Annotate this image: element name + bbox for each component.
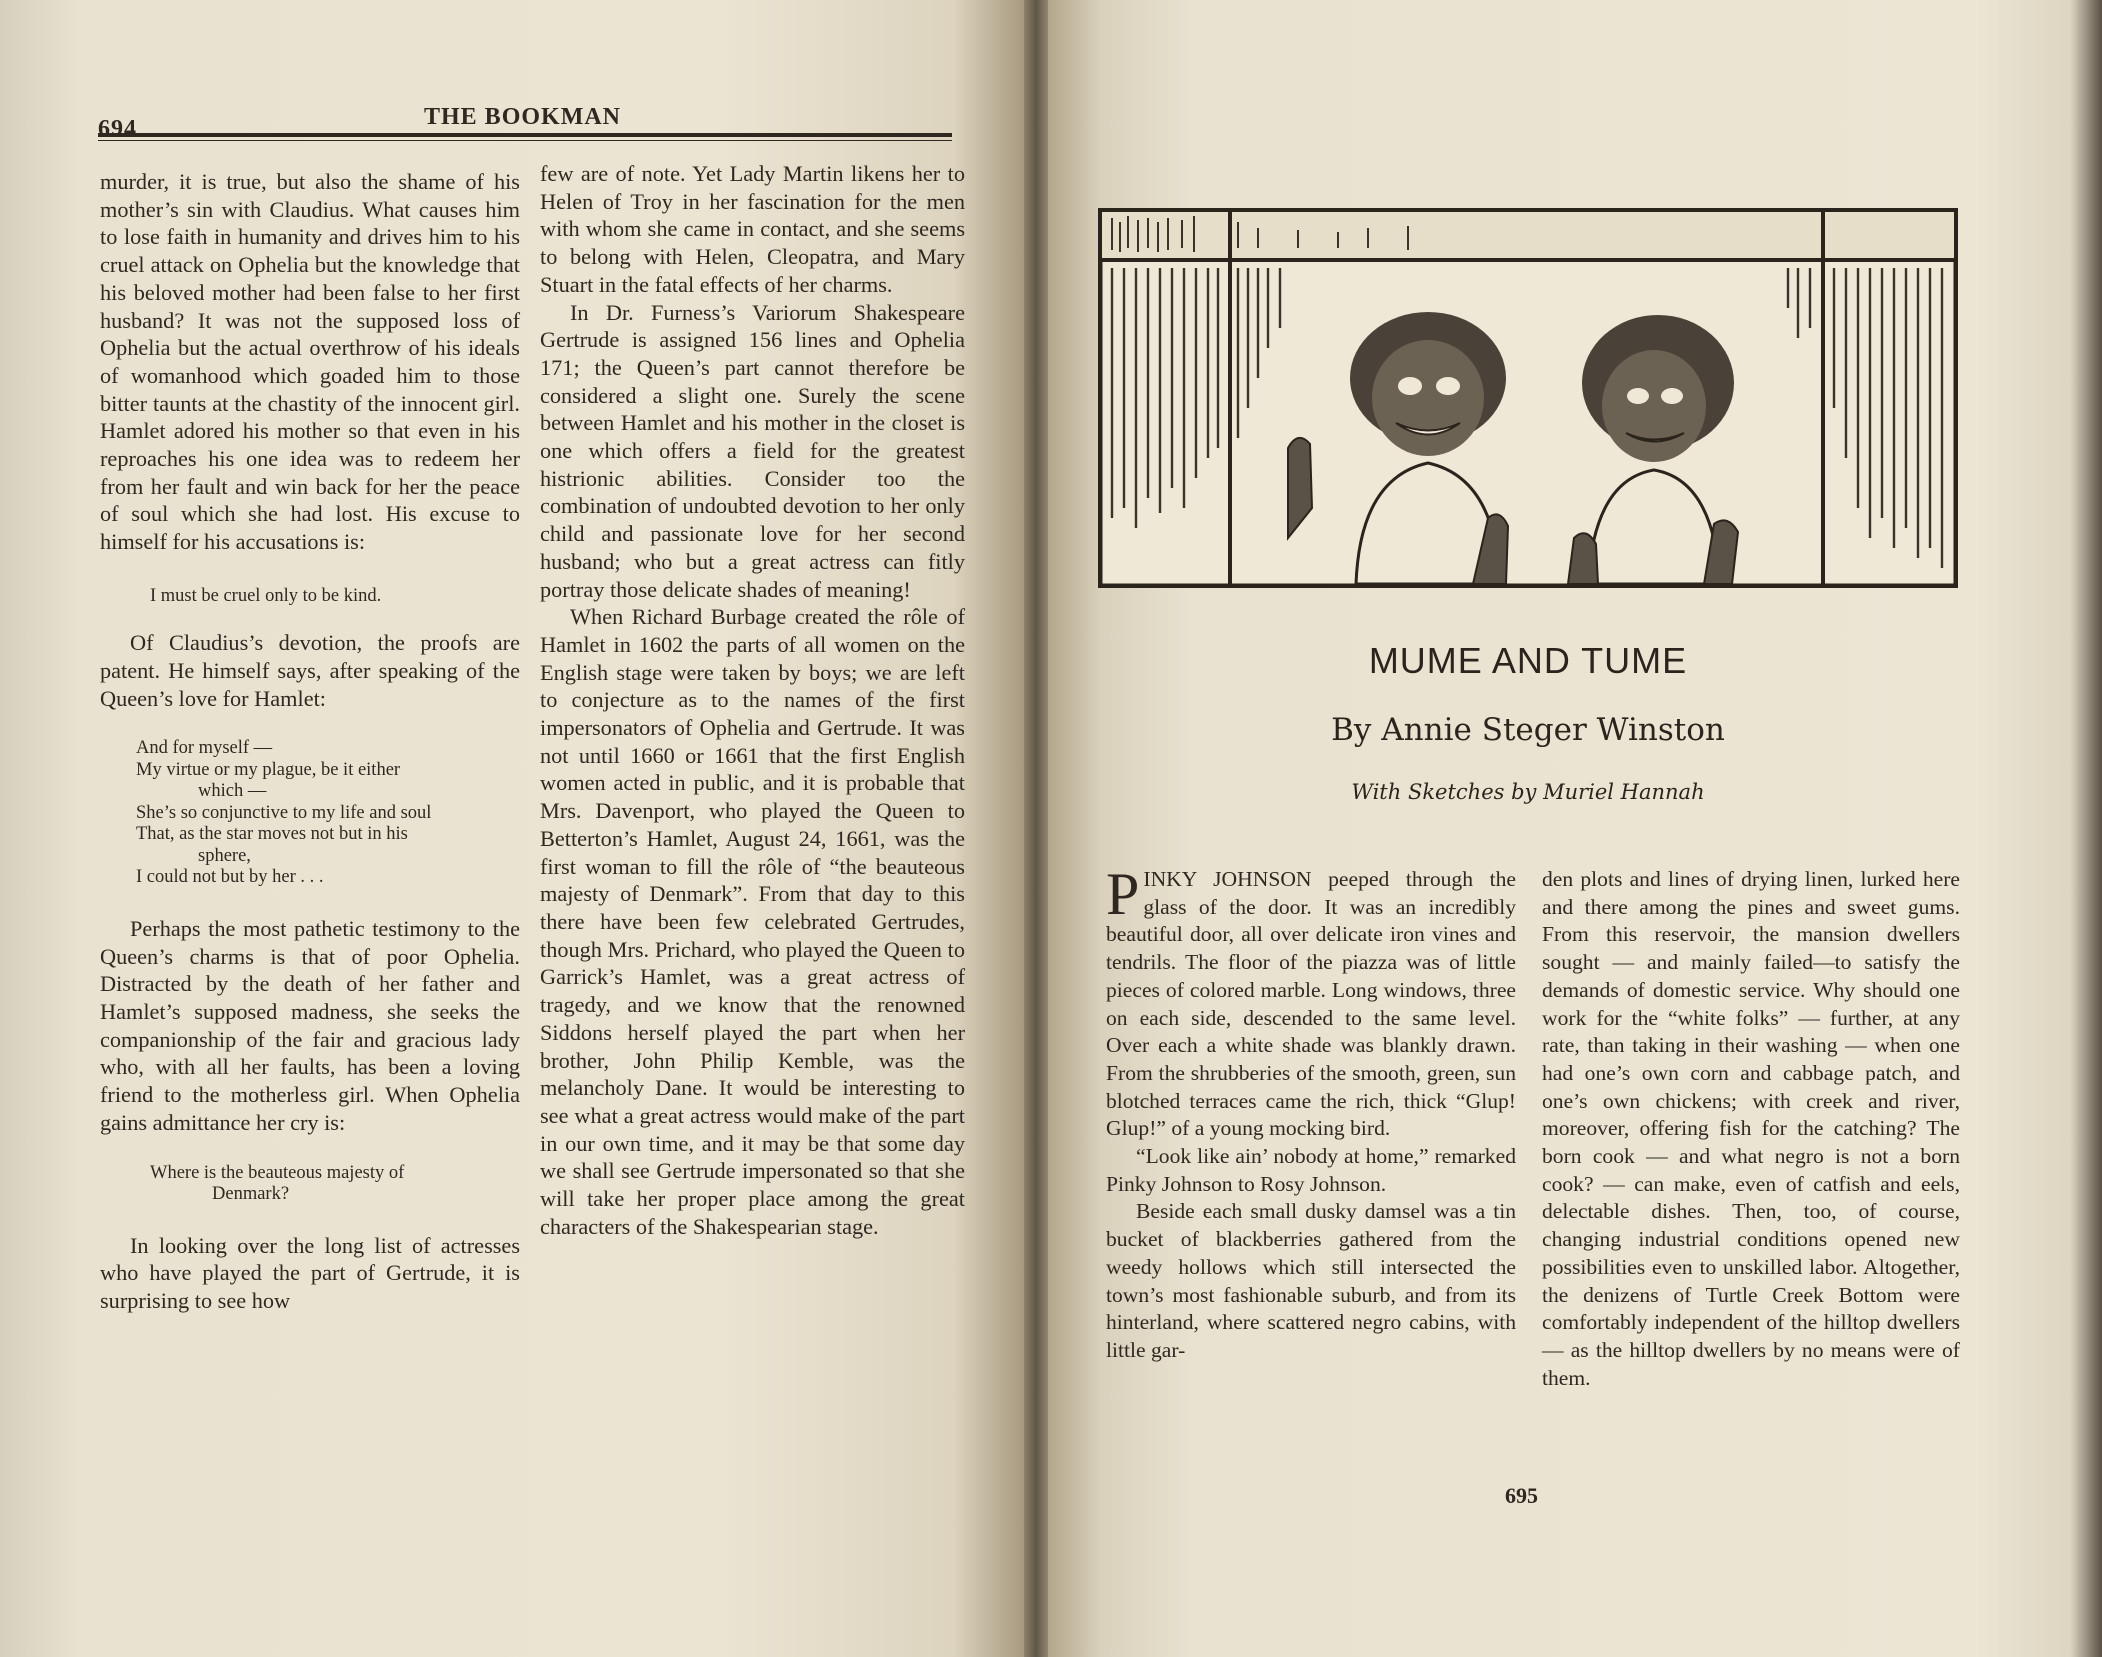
running-head: THE BOOKMAN bbox=[424, 104, 622, 130]
verse-line: My virtue or my plague, be it either bbox=[136, 759, 401, 780]
paragraph: When Richard Burbage created the rôle of Hamlet in 1602 the parts of all women on the English stage were taken by boys; we are left to conjecture as to the names of the first impersonators of Ophelia and Gertrude. It was not until 1660 or 1661 that the first English women acted in public, and it is probable that Mrs. Davenport, who played the Queen to Betterton’s Hamlet, August 24, 1661, was the first woman to fill the rôle of “the beauteous majesty of Denmark”. From that day to this there have been few celebrated Gertrudes, though Mrs. Prichard, who played the Queen to Garrick’s Hamlet, was a great actress of tragedy, and we know that the renowned Siddons herself played the part when her brother, John Philip Kemble, was the melancholy Dane. It would be interesting to see what a great actress would make of the part in our own time, and it may be that some day we shall see Gertrude impersonated so that she will take her proper place among the great characters of the Shakespearian stage. bbox=[540, 604, 965, 1239]
paragraph: den plots and lines of drying linen, lurked here and there among the pines and sweet gums. From this reservoir, the mansion dwellers sought — and mainly failed—to satisfy the demands of domestic service. Why should one work for the “white folks” — further, at any rate, than taking in their washing — when one had one’s own corn and cabbage patch, and one’s own chickens; with creek and river, moreover, offering fish for the catching? The born cook — and what negro is not a born cook? — can make, even of catfish and eels, delectable dishes. Then, too, of course, changing industrial conditions opened new possibilities even to unskilled labor. Altogether, the denizens of Turtle Creek Bottom were comfortably independent of the hilltop dwellers — as the hilltop dwellers by no means were of them. bbox=[1542, 867, 1960, 1390]
verse-line-cont: which — bbox=[198, 781, 267, 802]
verse-line-cont: sphere, bbox=[198, 845, 251, 866]
verse-line: I could not but by her . . . bbox=[136, 867, 324, 888]
illustration-credit: With Sketches by Muriel Hannah bbox=[1351, 780, 1705, 804]
paragraph: Of Claudius’s devotion, the proofs are patent. He himself says, after speaking of the Queen’s love for Hamlet: bbox=[100, 630, 520, 711]
paragraph bbox=[1106, 861, 1516, 1143]
paragraph: murder, it is true, but also the shame of his mother’s sin with Claudius. What causes him to lose faith in humanity and drives him to his cruel attack on Ophelia but the knowledge that his beloved mother had been false to her first husband? It was not the supposed loss of Ophelia but the actual overthrow of his ideals of womanhood which goaded him to those bitter taunts at the chastity of the innocent girl. Hamlet adored his mother so that even in his reproaches his one idea was to redeem her from her fault and win back for her the peace of soul which she had lost. His excuse to himself for his accusations is: bbox=[100, 169, 520, 555]
verse-quote bbox=[136, 738, 520, 889]
sketch-illustration bbox=[1098, 208, 1958, 588]
header-rule bbox=[98, 133, 952, 137]
verse-line: And for myself — bbox=[136, 738, 273, 759]
paragraph: Beside each small dusky damsel was a tin bucket of blackberries gathered from the weedy hollows which still intersected the town’s most fashionable suburb, and from its hinterland, where scattered negro cabins, with little gar- bbox=[1106, 1199, 1516, 1362]
paragraph: In looking over the long list of actresses who have played the part of Gertrude, it is surprising to see how bbox=[100, 1232, 520, 1313]
left-column-2 bbox=[540, 160, 965, 1240]
left-page-number: 694 bbox=[98, 116, 137, 142]
story-byline: By Annie Steger Winston bbox=[1331, 712, 1725, 748]
quote-line: Where is the beauteous majesty of bbox=[150, 1162, 405, 1183]
verse-line: She’s so conjunctive to my life and soul bbox=[136, 802, 432, 823]
left-page bbox=[0, 0, 1024, 1657]
paragraph: few are of note. Yet Lady Martin likens her to Helen of Troy in her fascination for the men with whom she came in contact, and she seems to belong with Helen, Cleopatra, and Mary Stuart in the fatal effects of her charms. bbox=[540, 161, 965, 297]
quote-beauteous-majesty bbox=[150, 1163, 520, 1206]
drop-cap: P bbox=[1106, 861, 1140, 927]
right-column-1 bbox=[1106, 861, 1516, 1365]
paragraph-text: INKY JOHNSON peeped through the glass of the door. It was an incredibly beautiful door, all over delicate iron vines and tendrils. The floor of the piazza was of little pieces of colored marble. Long windows, three on each side, descended to the same level. Over each a white shade was blankly drawn. From the shrubberies of the smooth, green, sun blotched terraces came the rich, thick “Glup! Glup!” of a young mocking bird. bbox=[1106, 867, 1516, 1141]
right-page-number: 695 bbox=[1505, 1483, 1538, 1508]
verse-line: That, as the star moves not but in his bbox=[136, 824, 408, 845]
left-column-1 bbox=[100, 168, 520, 1315]
quote-line-cont: Denmark? bbox=[212, 1184, 290, 1205]
paragraph: “Look like ain’ nobody at home,” remarked Pinky Johnson to Rosy Johnson. bbox=[1106, 1144, 1516, 1196]
paragraph: Perhaps the most pathetic testimony to the Queen’s charms is that of poor Ophelia. Distracted by the death of her father and Hamlet’s supposed madness, she seeks the companionship of the fair and gracious lady who, with all her faults, has been a loving friend to the motherless girl. When Ophelia gains admittance her cry is: bbox=[100, 915, 520, 1135]
right-column-2 bbox=[1542, 866, 1960, 1392]
story-title: MUME AND TUME bbox=[1368, 640, 1688, 681]
header-rule-thin bbox=[98, 140, 952, 141]
paragraph: In Dr. Furness’s Variorum Shakespeare Gertrude is assigned 156 lines and Ophelia 171; the Queen’s part cannot therefore be considered a slight one. Surely the scene between Hamlet and his mother in the closet is one which offers a field for the greatest histrionic abilities. Consider too the combination of undoubted devotion to her only child and passionate love for her second husband; who but a great actress can fitly portray those delicate shades of meaning! bbox=[540, 299, 965, 602]
quote-cruel-to-be-kind: I must be cruel only to be kind. bbox=[150, 585, 382, 606]
book-gutter bbox=[1024, 0, 1048, 1657]
